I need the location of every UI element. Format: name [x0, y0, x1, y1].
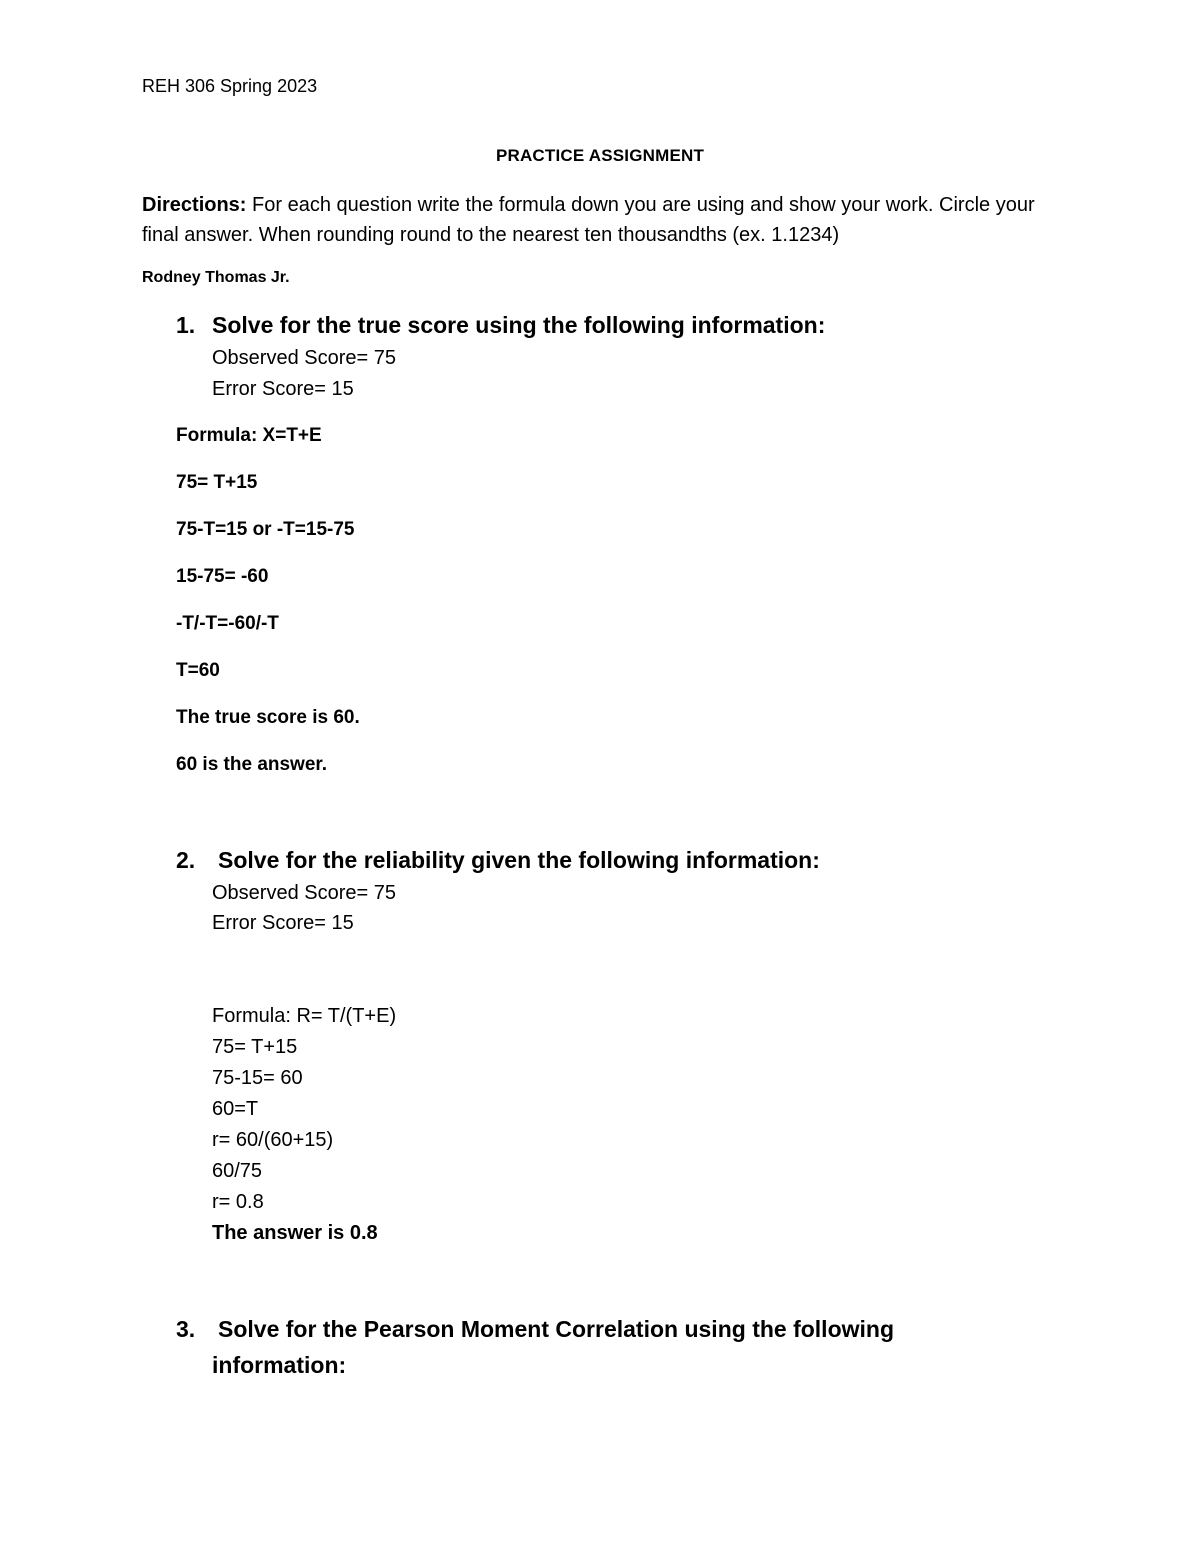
question-2-work-line: Formula: R= T/(T+E) — [212, 1005, 397, 1027]
question-1-work-line: Formula: X=T+E — [176, 425, 322, 446]
question-1-work-line: T=60 — [176, 660, 220, 681]
question-2-prompt: Solve for the reliability given the following information: — [218, 847, 820, 873]
question-2-work-line: r= 60/(60+15) — [212, 1129, 334, 1151]
question-3-prompt-line-2: information: — [212, 1352, 347, 1378]
question-2-work-line: 75= T+15 — [212, 1036, 298, 1058]
question-2-work-line: 60=T — [212, 1098, 259, 1120]
question-2-answer: The answer is 0.8 — [212, 1222, 378, 1244]
author-name: Rodney Thomas Jr. — [142, 269, 290, 286]
question-1-given-observed: Observed Score= 75 — [212, 347, 396, 369]
question-2-given-observed: Observed Score= 75 — [212, 882, 396, 904]
question-2-given-error: Error Score= 15 — [212, 912, 354, 934]
question-1-given-error: Error Score= 15 — [212, 378, 354, 400]
question-1-work-line: 15-75= -60 — [176, 566, 269, 587]
question-2-work-line: 60/75 — [212, 1160, 263, 1182]
question-2-work-line: 75-15= 60 — [212, 1067, 303, 1089]
question-2-number: 2. — [176, 847, 196, 873]
question-3-prompt-line-1: Solve for the Pearson Moment Correlation using the following — [218, 1316, 894, 1342]
question-1-work-line: 60 is the answer. — [176, 754, 328, 775]
directions-paragraph — [142, 190, 1072, 250]
question-1-prompt: Solve for the true score using the following information: — [212, 312, 826, 338]
course-header: REH 306 Spring 2023 — [142, 76, 318, 96]
question-2-work-line: r= 0.8 — [212, 1191, 264, 1213]
directions-label: Directions: — [142, 194, 247, 216]
question-1-work-line: -T/-T=-60/-T — [176, 613, 279, 634]
page-title: PRACTICE ASSIGNMENT — [495, 146, 705, 165]
question-1-work-line: The true score is 60. — [176, 707, 360, 728]
directions-text: For each question write the formula down you are using and show your work. Circle your final answer. When rounding round to the nearest ten thousandths (ex. 1.1234) — [142, 194, 1035, 246]
question-1-work-line: 75= T+15 — [176, 472, 258, 493]
question-1-work-line: 75-T=15 or -T=15-75 — [176, 519, 355, 540]
question-3-number: 3. — [176, 1316, 196, 1342]
question-1-number: 1. — [176, 312, 196, 338]
